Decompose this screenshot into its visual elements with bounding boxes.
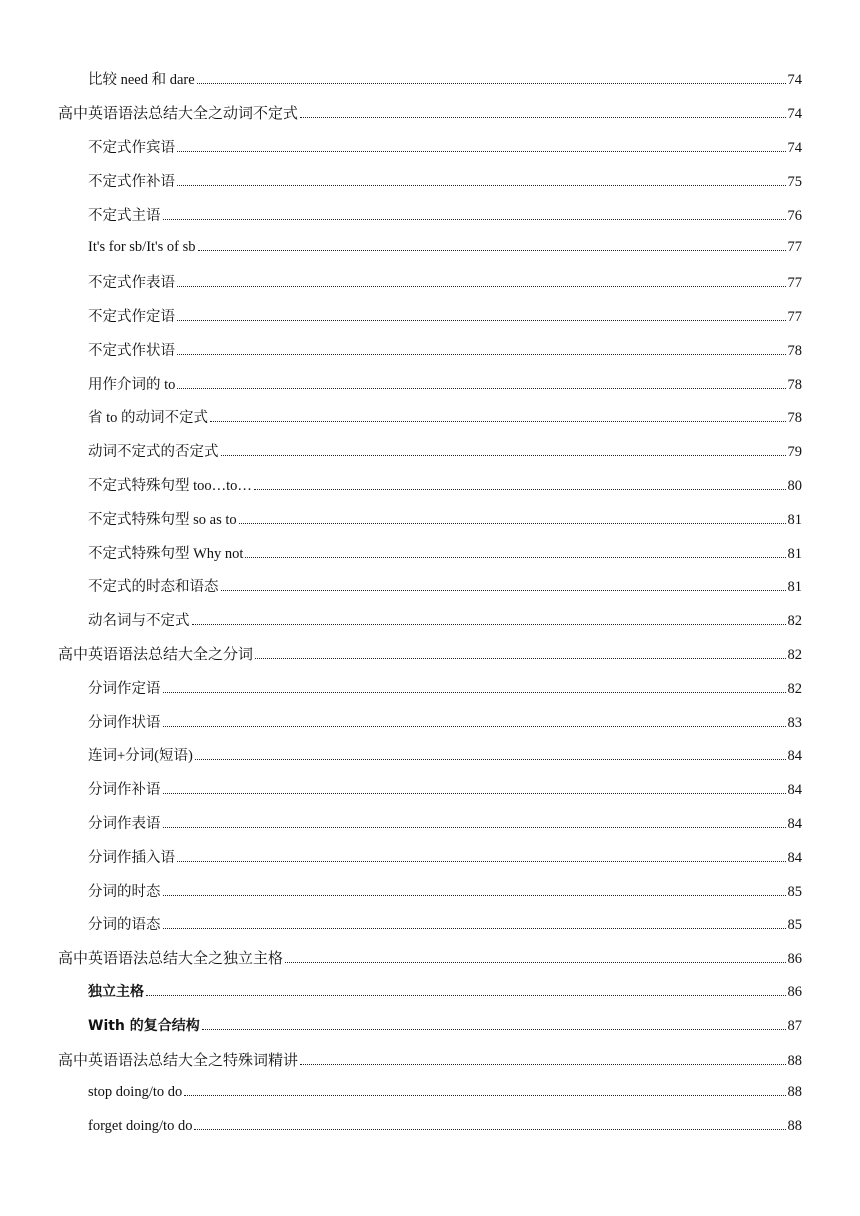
toc-page-number: 82 bbox=[787, 680, 802, 697]
toc-section-entry[interactable] bbox=[0, 1110, 860, 1144]
toc-section-entry[interactable] bbox=[0, 501, 860, 535]
toc-entry-line bbox=[88, 204, 802, 225]
toc-entry-label: 分词作定语 bbox=[88, 680, 161, 697]
toc-page-number: 88 bbox=[787, 1052, 802, 1069]
toc-entry-label: stop doing/to do bbox=[88, 1084, 183, 1101]
toc-page-number: 81 bbox=[787, 545, 802, 562]
toc-entry-line bbox=[88, 1015, 802, 1035]
toc-entry-line bbox=[88, 305, 802, 326]
dot-leader bbox=[221, 455, 786, 456]
toc-page-number: 85 bbox=[787, 917, 802, 934]
dot-leader bbox=[202, 1029, 786, 1030]
toc-entry-line bbox=[88, 880, 802, 901]
toc-entry-line bbox=[88, 339, 802, 360]
dot-leader bbox=[177, 861, 786, 862]
toc-page-number: 81 bbox=[787, 511, 802, 528]
toc-section-entry[interactable] bbox=[0, 772, 860, 806]
toc-entry-line bbox=[88, 677, 802, 698]
dot-leader bbox=[177, 388, 785, 389]
toc-entry-line bbox=[88, 1118, 802, 1135]
toc-page-number: 77 bbox=[787, 275, 802, 292]
toc-entry-label: 分词作表语 bbox=[88, 815, 161, 832]
toc-entry-label: 高中英语语法总结大全之独立主格 bbox=[58, 949, 284, 968]
toc-entry-label: 比较 need 和 dare bbox=[88, 72, 195, 89]
toc-section-entry[interactable] bbox=[0, 332, 860, 366]
toc-page-number: 76 bbox=[787, 207, 802, 224]
toc-section-entry[interactable] bbox=[0, 873, 860, 907]
toc-section-entry[interactable] bbox=[0, 839, 860, 873]
toc-page-number: 75 bbox=[787, 173, 802, 190]
toc-entry-line bbox=[88, 474, 802, 495]
toc-entry-label: 用作介词的 to bbox=[88, 376, 176, 393]
dot-leader bbox=[163, 895, 786, 896]
dot-leader bbox=[163, 827, 786, 828]
toc-page-number: 86 bbox=[787, 984, 802, 1001]
dot-leader bbox=[300, 1064, 785, 1065]
dot-leader bbox=[163, 928, 786, 929]
toc-entry-line bbox=[88, 711, 802, 732]
toc-entry-label: 不定式作补语 bbox=[88, 173, 175, 190]
toc-page-number: 77 bbox=[787, 239, 802, 256]
toc-section-entry[interactable] bbox=[0, 738, 860, 772]
toc-page-number: 77 bbox=[787, 308, 802, 325]
toc-entry-label: 高中英语语法总结大全之动词不定式 bbox=[58, 104, 299, 123]
toc-entry-line bbox=[58, 1049, 802, 1070]
toc-entry-label: 不定式作定语 bbox=[88, 308, 175, 325]
toc-section-entry[interactable] bbox=[0, 197, 860, 231]
table-of-contents bbox=[0, 62, 860, 1144]
toc-entry-line bbox=[88, 239, 802, 256]
toc-page-number: 74 bbox=[787, 139, 802, 156]
toc-entry-label: It's for sb/It's of sb bbox=[88, 239, 196, 256]
toc-entry-line bbox=[88, 136, 802, 157]
toc-entry-label: 分词作状语 bbox=[88, 714, 161, 731]
toc-entry-line bbox=[88, 406, 802, 427]
toc-entry-label: forget doing/to do bbox=[88, 1118, 193, 1135]
toc-entry-line bbox=[88, 744, 802, 765]
toc-entry-label: 不定式特殊句型 too…to… bbox=[88, 477, 252, 494]
dot-leader bbox=[197, 83, 786, 84]
toc-section-entry[interactable] bbox=[0, 130, 860, 164]
toc-entry-label: 连词+分词(短语) bbox=[88, 748, 193, 765]
toc-page-number: 81 bbox=[787, 579, 802, 596]
toc-entry-label: 分词的语态 bbox=[88, 917, 161, 934]
toc-section-entry[interactable] bbox=[0, 163, 860, 197]
toc-page-number: 80 bbox=[787, 477, 802, 494]
toc-section-entry[interactable] bbox=[0, 400, 860, 434]
toc-section-entry[interactable] bbox=[0, 1008, 860, 1042]
dot-leader bbox=[177, 354, 786, 355]
toc-section-entry[interactable] bbox=[0, 366, 860, 400]
dot-leader bbox=[177, 185, 786, 186]
toc-entry-line bbox=[88, 913, 802, 934]
toc-entry-line bbox=[88, 542, 802, 563]
toc-entry-line bbox=[88, 609, 802, 630]
dot-leader bbox=[210, 421, 785, 422]
toc-section-entry[interactable] bbox=[0, 468, 860, 502]
toc-section-entry[interactable] bbox=[0, 299, 860, 333]
toc-entry-label: 动词不定式的否定式 bbox=[88, 444, 219, 461]
toc-entry-label: 分词作补语 bbox=[88, 782, 161, 799]
toc-chapter-entry[interactable] bbox=[0, 637, 860, 671]
toc-entry-label: 高中英语语法总结大全之特殊词精讲 bbox=[58, 1050, 299, 1069]
dot-leader bbox=[245, 557, 785, 558]
toc-page-number: 78 bbox=[787, 376, 802, 393]
dot-leader bbox=[221, 590, 786, 591]
dot-leader bbox=[194, 1129, 785, 1130]
toc-entry-label: 不定式特殊句型 so as to bbox=[88, 511, 237, 528]
toc-entry-line bbox=[88, 508, 802, 529]
toc-entry-label: 高中英语语法总结大全之分词 bbox=[58, 644, 254, 663]
toc-page-number: 74 bbox=[787, 106, 802, 123]
toc-entry-label: 分词作插入语 bbox=[88, 849, 175, 866]
toc-page-number: 82 bbox=[787, 613, 802, 630]
toc-section-entry[interactable] bbox=[0, 265, 860, 299]
toc-entry-line bbox=[88, 68, 802, 89]
toc-section-entry[interactable] bbox=[0, 704, 860, 738]
toc-section-entry[interactable] bbox=[0, 670, 860, 704]
toc-entry-line bbox=[88, 846, 802, 867]
toc-section-entry[interactable] bbox=[0, 231, 860, 265]
toc-page-number: 84 bbox=[787, 849, 802, 866]
toc-page-number: 79 bbox=[787, 444, 802, 461]
toc-entry-label: With 的复合结构 bbox=[88, 1018, 200, 1035]
toc-section-entry[interactable] bbox=[0, 62, 860, 96]
toc-page-number: 78 bbox=[787, 342, 802, 359]
toc-entry-line bbox=[88, 575, 802, 596]
toc-entry-line bbox=[88, 170, 802, 191]
toc-page-number: 78 bbox=[787, 410, 802, 427]
dot-leader bbox=[177, 151, 786, 152]
toc-entry-line bbox=[88, 373, 802, 394]
toc-entry-label: 不定式作状语 bbox=[88, 342, 175, 359]
dot-leader bbox=[195, 759, 786, 760]
toc-entry-label: 不定式作表语 bbox=[88, 275, 175, 292]
toc-entry-line bbox=[88, 271, 802, 292]
toc-entry-line bbox=[88, 1084, 802, 1101]
toc-section-entry[interactable] bbox=[0, 434, 860, 468]
dot-leader bbox=[255, 658, 785, 659]
toc-entry-line bbox=[58, 947, 802, 968]
toc-page-number: 88 bbox=[787, 1084, 802, 1101]
toc-chapter-entry[interactable] bbox=[0, 96, 860, 130]
toc-section-entry[interactable] bbox=[0, 603, 860, 637]
dot-leader bbox=[163, 793, 786, 794]
toc-section-entry[interactable] bbox=[0, 535, 860, 569]
dot-leader bbox=[177, 286, 786, 287]
toc-entry-label: 分词的时态 bbox=[88, 883, 161, 900]
dot-leader bbox=[239, 523, 786, 524]
toc-entry-line bbox=[58, 643, 802, 664]
toc-section-entry[interactable] bbox=[0, 975, 860, 1009]
toc-section-entry[interactable] bbox=[0, 1076, 860, 1110]
dot-leader bbox=[177, 320, 786, 321]
toc-page-number: 82 bbox=[787, 646, 802, 663]
toc-page-number: 85 bbox=[787, 883, 802, 900]
dot-leader bbox=[285, 962, 785, 963]
dot-leader bbox=[300, 117, 785, 118]
toc-page-number: 84 bbox=[787, 815, 802, 832]
toc-entry-line bbox=[58, 102, 802, 123]
toc-page-number: 74 bbox=[787, 72, 802, 89]
toc-entry-label: 不定式的时态和语态 bbox=[88, 579, 219, 596]
toc-entry-label: 省 to 的动词不定式 bbox=[88, 410, 209, 427]
toc-entry-label: 动名词与不定式 bbox=[88, 613, 190, 630]
dot-leader bbox=[163, 726, 786, 727]
toc-chapter-entry[interactable] bbox=[0, 1042, 860, 1076]
toc-entry-line bbox=[88, 981, 802, 1001]
toc-page-number: 84 bbox=[787, 782, 802, 799]
toc-page-number: 84 bbox=[787, 748, 802, 765]
toc-page-number: 88 bbox=[787, 1118, 802, 1135]
dot-leader bbox=[146, 995, 786, 996]
toc-entry-label: 不定式特殊句型 Why not bbox=[88, 545, 244, 562]
dot-leader bbox=[198, 250, 786, 251]
dot-leader bbox=[163, 692, 786, 693]
toc-section-entry[interactable] bbox=[0, 806, 860, 840]
dot-leader bbox=[192, 624, 786, 625]
toc-entry-label: 不定式作宾语 bbox=[88, 139, 175, 156]
toc-page-number: 87 bbox=[787, 1018, 802, 1035]
toc-entry-line bbox=[88, 778, 802, 799]
toc-entry-label: 独立主格 bbox=[88, 984, 144, 1001]
toc-section-entry[interactable] bbox=[0, 569, 860, 603]
toc-entry-label: 不定式主语 bbox=[88, 207, 161, 224]
toc-entry-line bbox=[88, 812, 802, 833]
dot-leader bbox=[163, 219, 786, 220]
dot-leader bbox=[254, 489, 786, 490]
toc-section-entry[interactable] bbox=[0, 907, 860, 941]
toc-page-number: 86 bbox=[787, 951, 802, 968]
toc-page-number: 83 bbox=[787, 714, 802, 731]
toc-entry-line bbox=[88, 440, 802, 461]
dot-leader bbox=[184, 1095, 785, 1096]
toc-chapter-entry[interactable] bbox=[0, 941, 860, 975]
